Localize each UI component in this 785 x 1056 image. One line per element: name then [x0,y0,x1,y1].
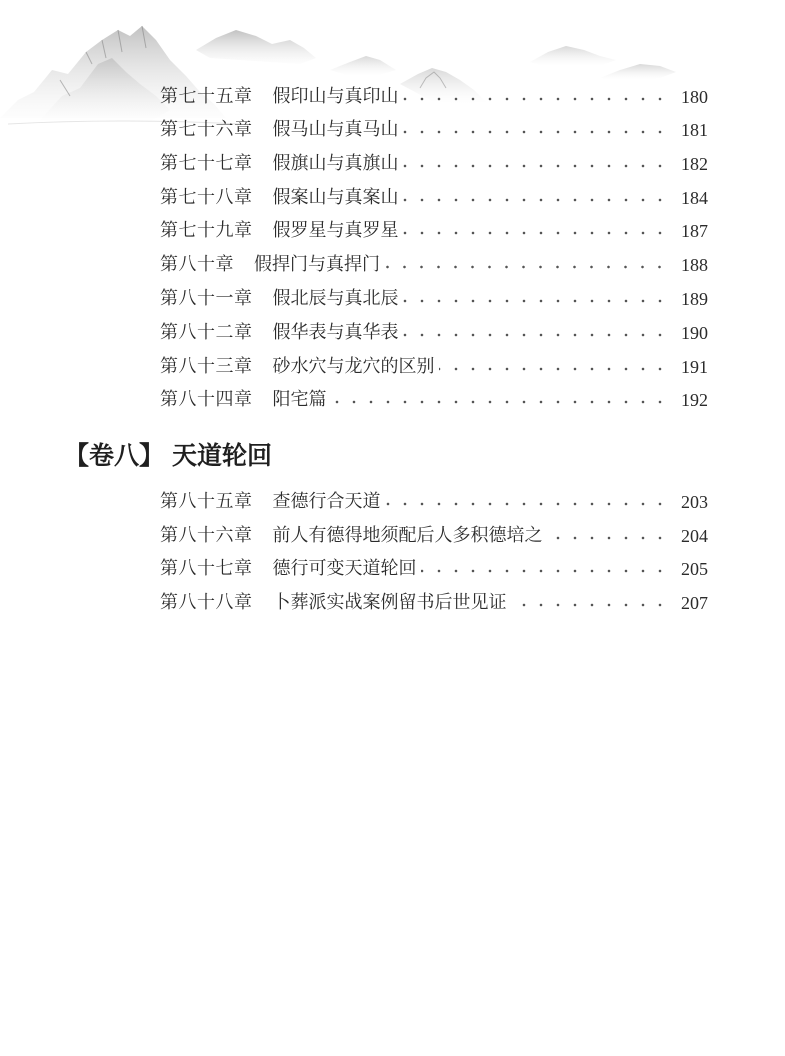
chapter-title: 假印山与真印山 [272,86,399,107]
chapter-number: 第八十二章 [160,322,253,343]
toc-entry[interactable] [160,117,708,143]
chapter-number: 第八十八章 [160,592,253,613]
dot-leader [384,263,668,271]
toc-entry[interactable] [160,151,708,177]
page-number: 180 [681,87,708,107]
dot-leader [439,365,669,373]
page-number: 187 [681,221,708,241]
chapter-number: 第七十九章 [160,220,253,241]
page-number: 205 [681,559,708,579]
page-number: 191 [681,357,708,377]
page-number: 181 [681,120,708,140]
page-number: 190 [681,323,708,343]
page-number: 204 [681,526,708,546]
chapter-number: 第七十五章 [160,86,253,107]
volume-title: 天道轮回 [172,441,273,470]
volume-heading[interactable] [64,436,272,472]
dot-leader [403,196,669,204]
dot-leader [403,95,669,103]
chapter-title: 砂水穴与龙穴的区别 [272,356,435,377]
dot-leader [385,500,669,508]
page-number: 189 [681,289,708,309]
dot-leader [403,229,669,237]
dot-leader [511,601,669,609]
page-number: 207 [681,593,708,613]
chapter-number: 第八十四章 [160,389,253,410]
chapter-title: 假捍门与真捍门 [254,254,380,275]
page-number: 184 [681,188,708,208]
toc-entry[interactable] [160,489,708,515]
dot-leader [547,534,669,542]
chapter-number: 第八十一章 [160,288,253,309]
chapter-title: 前人有德得地须配后人多积德培之 [272,525,543,546]
toc-entry[interactable] [160,218,708,244]
volume-label: 【卷八】 [64,441,165,470]
page-number: 188 [681,255,708,275]
chapter-number: 第八十三章 [160,356,253,377]
chapter-title: 假华表与真华表 [272,322,399,343]
dot-leader [331,398,669,406]
toc-entry[interactable] [160,556,708,582]
chapter-title: 卜葬派实战案例留书后世见证 [272,592,507,613]
chapter-number: 第八十六章 [160,525,253,546]
chapter-title: 假马山与真马山 [272,119,399,140]
chapter-title: 德行可变天道轮回 [272,558,417,579]
toc-entry[interactable] [160,523,708,549]
chapter-number: 第七十八章 [160,187,253,208]
chapter-number: 第八十七章 [160,558,253,579]
chapter-number: 第七十六章 [160,119,253,140]
page-number: 182 [681,154,708,174]
dot-leader [421,567,669,575]
chapter-number: 第七十七章 [160,153,253,174]
toc-entry[interactable] [160,185,708,211]
dot-leader [403,331,669,339]
toc-entry[interactable] [160,320,708,346]
toc-entry[interactable] [160,354,708,380]
chapter-title: 查德行合天道 [272,491,381,512]
toc-entry[interactable] [160,387,708,413]
chapter-title: 假案山与真案山 [272,187,399,208]
page-number: 203 [681,492,708,512]
toc-entry[interactable] [160,84,708,110]
page-number: 192 [681,390,708,410]
toc-entry[interactable] [160,590,708,616]
chapter-title: 假旗山与真旗山 [272,153,399,174]
chapter-number: 第八十五章 [160,491,253,512]
chapter-title: 假北辰与真北辰 [272,288,399,309]
mountain-landscape-illustration [0,0,785,130]
dot-leader [403,297,669,305]
toc-entry[interactable] [160,252,708,278]
dot-leader [403,162,669,170]
chapter-number: 第八十章 [160,254,234,275]
chapter-title: 假罗星与真罗星 [272,220,399,241]
toc-entry[interactable] [160,286,708,312]
dot-leader [403,128,669,136]
chapter-title: 阳宅篇 [272,389,327,410]
